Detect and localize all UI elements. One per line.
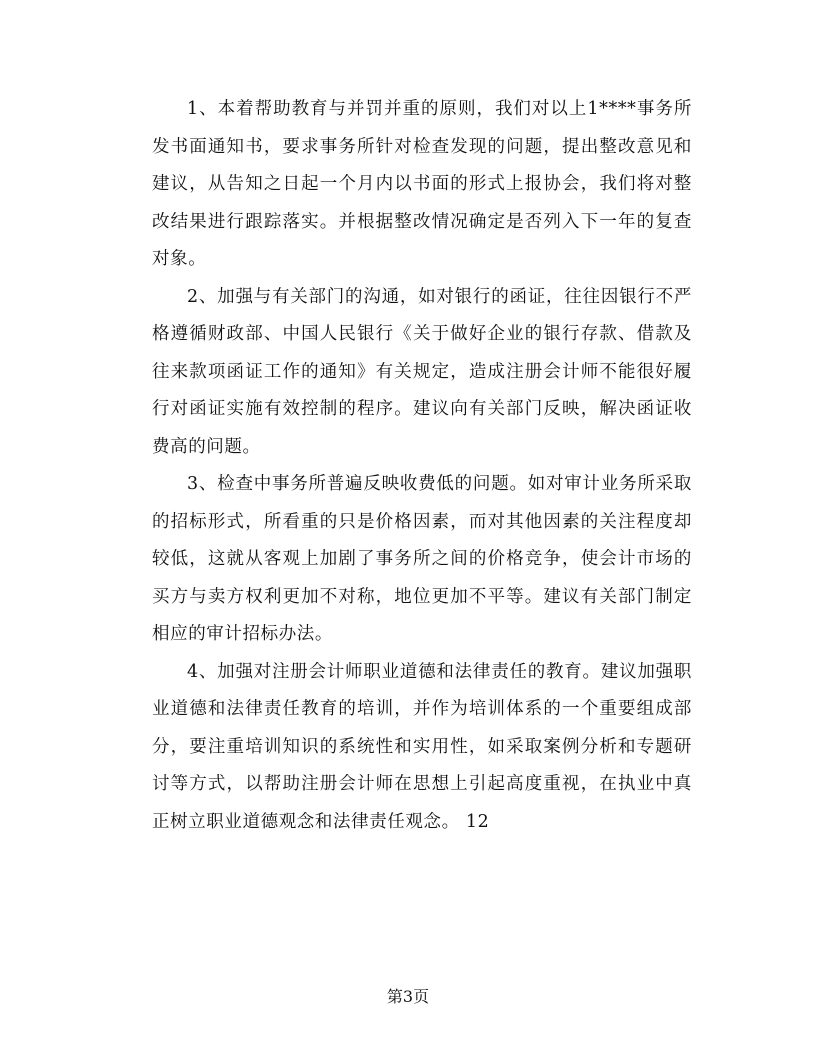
paragraph-3: 3、检查中事务所普遍反映收费低的问题。如对审计业务所采取的招标形式，所看重的只是价格因素，而对其他因素的关注程度却较低，这就从客观上加剧了事务所之间的价格竞争，使会计市场的买方与卖方权利更加不对称，地位更加不平等。建议有关部门制定相应的审计招标办法。 [152, 474, 692, 644]
paragraph-1: 1、本着帮助教育与并罚并重的原则，我们对以上1****事务所发书面通知书，要求事务所针对检查发现的问题，提出整改意见和建议，从告知之日起一个月内以书面的形式上报协会，我们将对整改结果进行跟踪落实。并根据整改情况确定是否列入下一年的复查对象。 [152, 99, 692, 269]
paragraph-4: 4、加强对注册会计师职业道德和法律责任的教育。建议加强职业道德和法律责任教育的培训，并作为培训体系的一个重要组成部分，要注重培训知识的系统性和实用性，如采取案例分析和专题研讨等方式，以帮助注册会计师在思想上引起高度重视，在执业中真正树立职业道德观念和法律责任观念。 12 [152, 661, 692, 832]
document-body [152, 91, 692, 841]
page-number: 第3页 [386, 987, 430, 1006]
paragraph-2: 2、加强与有关部门的沟通，如对银行的函证，往往因银行不严格遵循财政部、中国人民银行《关于做好企业的银行存款、借款及往来款项函证工作的通知》有关规定，造成注册会计师不能很好履行对函证实施有效控制的程序。建议向有关部门反映，解决函证收费高的问题。 [152, 286, 692, 457]
